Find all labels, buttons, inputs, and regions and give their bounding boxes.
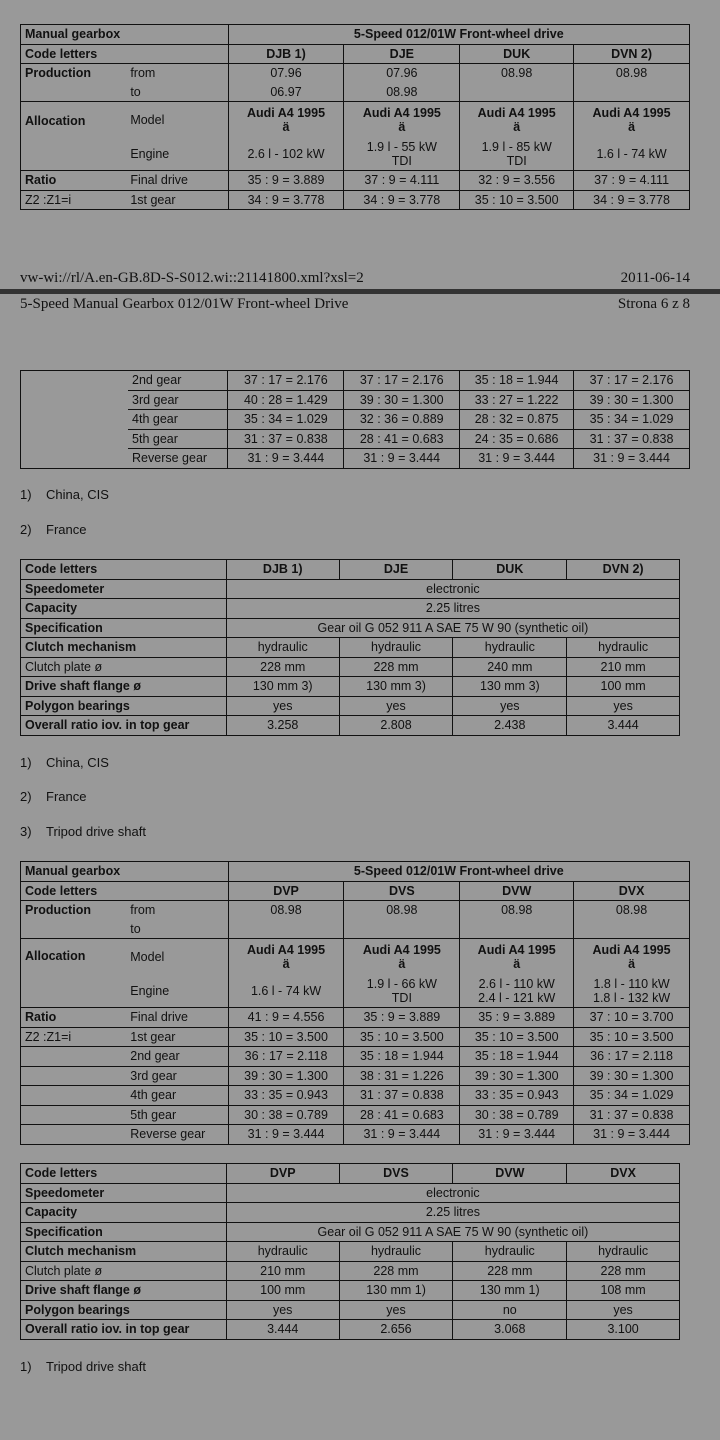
row-label-manual-gearbox: Manual gearbox (25, 27, 121, 42)
row-label: Overall ratio iov. in top gear (25, 1322, 190, 1337)
ratio-cell: 35 : 10 = 3.500 (344, 1027, 460, 1047)
page-footer (20, 270, 690, 287)
spec-cell: 3.258 (226, 716, 339, 736)
ratio-cell: 34 : 9 = 3.778 (228, 190, 344, 210)
spec-cell: 3.444 (226, 1320, 339, 1340)
code-letter: DVS (339, 1164, 453, 1184)
spec-cell: yes (453, 696, 567, 716)
ratio-cell: 38 : 31 = 1.226 (344, 1066, 460, 1086)
ratio-cell: 35 : 34 = 1.029 (574, 1086, 690, 1106)
ratio-cell: 30 : 38 = 0.789 (228, 1105, 344, 1125)
ratio-cell: 36 : 17 = 2.118 (574, 1047, 690, 1067)
spec-cell: hydraulic (339, 1242, 453, 1262)
engine-cell: 1.9 l - 55 kW TDI (344, 138, 460, 171)
ratio-cell: 39 : 30 = 1.300 (344, 390, 460, 410)
ratio-cell: 37 : 17 = 2.176 (574, 371, 690, 391)
row-label: Clutch mechanism (25, 1244, 137, 1259)
label-from: from (130, 903, 156, 918)
production-to: 08.98 (344, 83, 460, 102)
print-date: 2011-06-14 (620, 270, 690, 286)
ratio-cell: 34 : 9 = 3.778 (344, 190, 460, 210)
spec-cell: 228 mm (453, 1261, 567, 1281)
row-label-production: Production (25, 903, 91, 918)
specification-value: Gear oil G 052 911 A SAE 75 W 90 (synthetic oil) (226, 1222, 679, 1242)
ratio-cell: 35 : 9 = 3.889 (460, 1008, 574, 1028)
spec-cell: 2.808 (339, 716, 453, 736)
document-title: 5-Speed Manual Gearbox 012/01W Front-wheel Drive (20, 296, 349, 312)
model-cell: Audi A4 1995 ä (344, 102, 460, 139)
row-label-manual-gearbox: Manual gearbox (25, 864, 121, 879)
footnote: 1) China, CIS (20, 487, 109, 502)
engine-cell: 2.6 l - 102 kW (228, 138, 344, 171)
ratio-cell: 35 : 9 = 3.889 (228, 171, 344, 191)
gear-label: 4th gear (132, 412, 178, 427)
engine-cell: 1.9 l - 66 kW TDI (344, 975, 460, 1008)
spec-cell: hydraulic (453, 638, 567, 658)
spec-cell: 3.444 (567, 716, 680, 736)
model-cell: Audi A4 1995 ä (228, 102, 344, 139)
spec-cell: 130 mm 3) (339, 677, 453, 697)
spec-cell: yes (567, 1300, 680, 1320)
production-from: 08.98 (574, 64, 690, 83)
spec-cell: hydraulic (567, 638, 680, 658)
code-letter: DVN 2) (567, 560, 680, 580)
row-label-capacity: Capacity (25, 1205, 78, 1220)
row-label-production: Production (25, 66, 91, 81)
spec-cell: 100 mm (567, 677, 680, 697)
spec-cell: 228 mm (339, 657, 453, 677)
capacity-value: 2.25 litres (226, 1203, 679, 1223)
code-letter: DVN 2) (574, 44, 690, 64)
ratio-cell: 31 : 37 = 0.838 (574, 1105, 690, 1125)
row-label: Clutch plate ø (25, 1263, 103, 1278)
gear-label: 3rd gear (130, 1068, 177, 1083)
code-letter: DJE (344, 44, 460, 64)
gear-label: 2nd gear (132, 373, 182, 388)
spec-cell: hydraulic (226, 638, 339, 658)
label-z2-z1: Z2 :Z1=i (25, 1029, 72, 1044)
label-model: Model (130, 950, 165, 964)
row-label-code-letters: Code letters (25, 562, 98, 577)
spec-cell: hydraulic (339, 638, 453, 658)
row-label-capacity: Capacity (25, 601, 78, 616)
spec-cell: 130 mm 3) (226, 677, 339, 697)
spec-cell: yes (226, 696, 339, 716)
production-from: 07.96 (344, 64, 460, 83)
spec-cell: hydraulic (226, 1242, 339, 1262)
model-cell: Audi A4 1995 ä (228, 939, 344, 976)
ratio-cell: 35 : 18 = 1.944 (460, 371, 574, 391)
ratio-cell: 37 : 10 = 3.700 (574, 1008, 690, 1028)
row-label: Clutch mechanism (25, 640, 137, 655)
ratio-cell: 35 : 10 = 3.500 (228, 1027, 344, 1047)
spec-cell: 240 mm (453, 657, 567, 677)
label-engine: Engine (130, 147, 170, 161)
specification-value: Gear oil G 052 911 A SAE 75 W 90 (synthetic oil) (226, 618, 679, 638)
production-to (460, 83, 574, 102)
engine-cell: 1.6 l - 74 kW (228, 975, 344, 1008)
ratio-cell: 32 : 9 = 3.556 (460, 171, 574, 191)
ratio-cell: 35 : 34 = 1.029 (228, 410, 344, 430)
production-from: 08.98 (228, 901, 344, 920)
gearbox-table-1-continued (20, 370, 690, 469)
label-engine: Engine (130, 984, 170, 998)
spec-cell: yes (567, 696, 680, 716)
ratio-cell: 31 : 37 = 0.838 (574, 429, 690, 449)
ratio-cell: 35 : 18 = 1.944 (344, 1047, 460, 1067)
row-label-specification: Specification (25, 1224, 103, 1239)
spec-cell: yes (339, 696, 453, 716)
row-label-code-letters: Code letters (25, 46, 98, 61)
production-from: 07.96 (228, 64, 344, 83)
row-label-allocation: Allocation (25, 949, 86, 963)
ratio-cell: 35 : 10 = 3.500 (460, 190, 574, 210)
gear-label: 2nd gear (130, 1049, 180, 1064)
ratio-cell: 28 : 41 = 0.683 (344, 429, 460, 449)
spec-cell: 210 mm (567, 657, 680, 677)
ratio-cell: 31 : 9 = 3.444 (228, 1125, 344, 1145)
gear-label: 1st gear (130, 1029, 176, 1044)
footnote: 2) France (20, 522, 87, 537)
engine-cell: 2.6 l - 110 kW 2.4 l - 121 kW (460, 975, 574, 1008)
row-label: Polygon bearings (25, 1302, 130, 1317)
ratio-cell: 30 : 38 = 0.789 (460, 1105, 574, 1125)
code-letter: DVP (226, 1164, 339, 1184)
spec-cell: hydraulic (453, 1242, 567, 1262)
row-label-code-letters: Code letters (25, 883, 98, 898)
engine-cell: 1.6 l - 74 kW (574, 138, 690, 171)
ratio-cell: 37 : 9 = 4.111 (344, 171, 460, 191)
spec-cell: 210 mm (226, 1261, 339, 1281)
code-letter: DVX (567, 1164, 680, 1184)
ratio-cell: 31 : 9 = 3.444 (344, 449, 460, 469)
ratio-cell: 31 : 9 = 3.444 (574, 1125, 690, 1145)
row-label: Drive shaft flange ø (25, 679, 141, 694)
ratio-cell: 31 : 37 = 0.838 (344, 1086, 460, 1106)
ratio-cell: 37 : 17 = 2.176 (344, 371, 460, 391)
label-final-drive: Final drive (126, 171, 228, 191)
spec-cell: 228 mm (339, 1261, 453, 1281)
spec-cell: 3.100 (567, 1320, 680, 1340)
row-label-specification: Specification (25, 620, 103, 635)
code-letter: DVP (228, 881, 344, 901)
specs-table-1 (20, 559, 680, 736)
production-from: 08.98 (460, 901, 574, 920)
ratio-cell: 35 : 10 = 3.500 (574, 1027, 690, 1047)
spec-cell: yes (339, 1300, 453, 1320)
ratio-cell: 37 : 17 = 2.176 (228, 371, 344, 391)
spec-cell: 130 mm 3) (453, 677, 567, 697)
ratio-cell: 33 : 35 = 0.943 (460, 1086, 574, 1106)
gear-label: 3rd gear (132, 392, 179, 407)
code-letter: DVW (453, 1164, 567, 1184)
ratio-cell: 31 : 9 = 3.444 (460, 1125, 574, 1145)
code-letter: DJB 1) (226, 560, 339, 580)
production-from: 08.98 (574, 901, 690, 920)
production-to (574, 83, 690, 102)
ratio-cell: 34 : 9 = 3.778 (574, 190, 690, 210)
ratio-cell: 31 : 9 = 3.444 (574, 449, 690, 469)
spec-cell: no (453, 1300, 567, 1320)
spec-cell: 108 mm (567, 1281, 680, 1301)
spec-cell: yes (226, 1300, 339, 1320)
row-label-ratio: Ratio (25, 173, 57, 188)
gearbox-type: 5-Speed 012/01W Front-wheel drive (228, 862, 689, 882)
model-cell: Audi A4 1995 ä (344, 939, 460, 976)
row-label: Drive shaft flange ø (25, 1283, 141, 1298)
code-letter: DUK (453, 560, 567, 580)
model-cell: Audi A4 1995 ä (574, 102, 690, 139)
gear-label: 5th gear (130, 1107, 177, 1122)
ratio-cell: 39 : 30 = 1.300 (574, 390, 690, 410)
specs-table-2 (20, 1163, 680, 1340)
gearbox-table-2 (20, 861, 690, 1145)
ratio-cell: 40 : 28 = 1.429 (228, 390, 344, 410)
code-letter: DJE (339, 560, 453, 580)
spec-cell: 2.656 (339, 1320, 453, 1340)
ratio-cell: 35 : 9 = 3.889 (344, 1008, 460, 1028)
spec-cell: 228 mm (226, 657, 339, 677)
ratio-cell: 28 : 41 = 0.683 (344, 1105, 460, 1125)
row-label-allocation: Allocation (25, 114, 86, 128)
code-letter: DVW (460, 881, 574, 901)
gear-label: 5th gear (132, 431, 178, 446)
code-letter: DVX (574, 881, 690, 901)
label-to: to (130, 921, 141, 936)
spec-cell: 2.438 (453, 716, 567, 736)
spec-cell: 100 mm (226, 1281, 339, 1301)
label-z2-z1: Z2 :Z1=i (25, 192, 72, 207)
code-letter: DUK (460, 44, 574, 64)
row-label: Overall ratio iov. in top gear (25, 718, 190, 733)
gear-label: 4th gear (130, 1088, 177, 1103)
gear-label: Final drive (130, 1010, 188, 1025)
label-to: to (130, 84, 141, 99)
footnote: 3) Tripod drive shaft (20, 824, 146, 839)
model-cell: Audi A4 1995 ä (460, 939, 574, 976)
label-model: Model (130, 113, 165, 127)
page-number: Strona 6 z 8 (617, 296, 690, 312)
gearbox-table-1 (20, 24, 690, 210)
row-label: Polygon bearings (25, 698, 130, 713)
label-from: from (130, 66, 156, 81)
label-first-gear: 1st gear (130, 192, 176, 207)
model-cell: Audi A4 1995 ä (574, 939, 690, 976)
ratio-cell: 35 : 18 = 1.944 (460, 1047, 574, 1067)
page-break-rule (0, 289, 720, 294)
ratio-cell: 39 : 30 = 1.300 (460, 1066, 574, 1086)
code-letter: DJB 1) (228, 44, 344, 64)
ratio-cell: 24 : 35 = 0.686 (460, 429, 574, 449)
spec-cell: 130 mm 1) (453, 1281, 567, 1301)
production-to: 06.97 (228, 83, 344, 102)
ratio-cell: 31 : 37 = 0.838 (228, 429, 344, 449)
source-url: vw-wi://rl/A.en-GB.8D-S-S012.wi::21141800.xml?xsl=2 (20, 270, 364, 286)
speedometer-value: electronic (226, 1183, 679, 1203)
ratio-cell: 33 : 35 = 0.943 (228, 1086, 344, 1106)
spec-cell: 130 mm 1) (339, 1281, 453, 1301)
ratio-cell: 35 : 34 = 1.029 (574, 410, 690, 430)
ratio-cell: 31 : 9 = 3.444 (228, 449, 344, 469)
footnote: 1) Tripod drive shaft (20, 1359, 146, 1374)
page-header (20, 296, 690, 313)
spec-cell: hydraulic (567, 1242, 680, 1262)
row-label-speedometer: Speedometer (25, 581, 105, 596)
footnote: 2) France (20, 789, 87, 804)
ratio-cell: 39 : 30 = 1.300 (228, 1066, 344, 1086)
gear-label: Reverse gear (130, 1127, 206, 1142)
gearbox-type: 5-Speed 012/01W Front-wheel drive (228, 25, 689, 45)
ratio-cell: 31 : 9 = 3.444 (344, 1125, 460, 1145)
model-cell: Audi A4 1995 ä (460, 102, 574, 139)
speedometer-value: electronic (226, 579, 679, 599)
row-label-code-letters: Code letters (25, 1166, 98, 1181)
ratio-cell: 31 : 9 = 3.444 (460, 449, 574, 469)
ratio-cell: 33 : 27 = 1.222 (460, 390, 574, 410)
engine-cell: 1.9 l - 85 kW TDI (460, 138, 574, 171)
engine-cell: 1.8 l - 110 kW 1.8 l - 132 kW (574, 975, 690, 1008)
gear-label: Reverse gear (132, 451, 208, 466)
ratio-cell: 37 : 9 = 4.111 (574, 171, 690, 191)
ratio-cell: 28 : 32 = 0.875 (460, 410, 574, 430)
row-label: Clutch plate ø (25, 659, 103, 674)
ratio-cell: 35 : 10 = 3.500 (460, 1027, 574, 1047)
capacity-value: 2.25 litres (226, 599, 679, 619)
footnote: 1) China, CIS (20, 755, 109, 770)
ratio-cell: 32 : 36 = 0.889 (344, 410, 460, 430)
spec-cell: 3.068 (453, 1320, 567, 1340)
production-from: 08.98 (460, 64, 574, 83)
code-letter: DVS (344, 881, 460, 901)
production-from: 08.98 (344, 901, 460, 920)
ratio-cell: 41 : 9 = 4.556 (228, 1008, 344, 1028)
row-label-speedometer: Speedometer (25, 1185, 105, 1200)
row-label-ratio: Ratio (25, 1010, 57, 1025)
ratio-cell: 36 : 17 = 2.118 (228, 1047, 344, 1067)
ratio-cell: 39 : 30 = 1.300 (574, 1066, 690, 1086)
spec-cell: 228 mm (567, 1261, 680, 1281)
